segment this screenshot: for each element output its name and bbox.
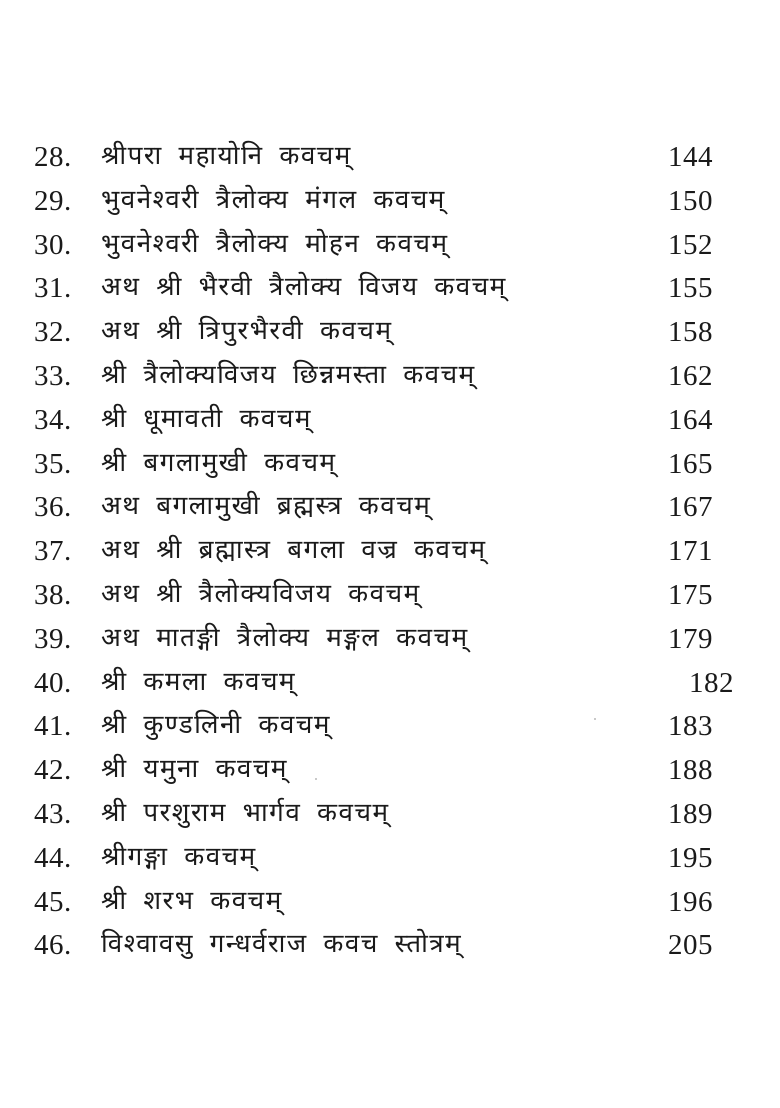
entry-page-number: 205	[668, 929, 713, 962]
entry-title: अथ बगलामुखी ब्रह्मस्त्र कवचम्	[101, 491, 432, 522]
entry-page-number: 152	[668, 228, 713, 261]
entry-number: 46.	[34, 929, 72, 962]
entry-number: 28.	[34, 141, 72, 173]
entry-title: श्रीगङ्गा कवचम्	[101, 841, 257, 872]
entry-title: श्री बगलामुखी कवचम्	[101, 447, 337, 478]
entry-number: 42.	[34, 754, 72, 787]
entry-title: श्रीपरा महायोनि कवचम्	[101, 141, 352, 171]
toc-entry-39	[0, 618, 780, 662]
entry-number: 33.	[34, 359, 72, 392]
toc-entry-35	[0, 443, 780, 487]
entry-title: भुवनेश्वरी त्रैलोक्य मंगल कवचम्	[101, 184, 446, 215]
entry-title: अथ मातङ्गी त्रैलोक्य मङ्गल कवचम्	[101, 622, 469, 653]
entry-number: 29.	[34, 184, 72, 217]
entry-number: 38.	[34, 578, 72, 611]
entry-number: 40.	[34, 666, 72, 699]
toc-entry-34	[0, 399, 780, 443]
entry-number: 31.	[34, 272, 72, 305]
entry-title: श्री त्रैलोक्यविजय छिन्नमस्ता कवचम्	[101, 359, 476, 390]
entry-page-number: 167	[668, 491, 713, 524]
entry-title: विश्वावसु गन्धर्वराज कवच स्तोत्रम्	[101, 929, 463, 960]
entry-page-number: 189	[668, 797, 713, 830]
toc-entry-40	[0, 662, 780, 706]
entry-page-number: 171	[668, 535, 713, 568]
entry-number: 39.	[34, 622, 72, 655]
toc-entry-41	[0, 705, 780, 749]
entry-page-number: 144	[668, 141, 713, 173]
entry-number: 37.	[34, 535, 72, 568]
toc-entry-38	[0, 574, 780, 618]
toc-entry-29	[0, 180, 780, 224]
entry-title: अथ श्री त्रिपुरभैरवी कवचम्	[101, 316, 393, 347]
entry-page-number: 183	[668, 710, 713, 743]
toc-entry-43	[0, 793, 780, 837]
entry-page-number: 182	[689, 666, 734, 699]
toc-entry-37	[0, 530, 780, 574]
entry-page-number: 188	[668, 754, 713, 787]
entry-page-number: 150	[668, 184, 713, 217]
entry-number: 35.	[34, 447, 72, 480]
toc-entry-28	[0, 136, 780, 180]
entry-page-number: 164	[668, 403, 713, 436]
table-of-contents	[0, 136, 780, 968]
toc-entry-32	[0, 311, 780, 355]
entry-title: अथ श्री त्रैलोक्यविजय कवचम्	[101, 578, 421, 609]
toc-entry-45	[0, 881, 780, 925]
entry-title: श्री कुण्डलिनी कवचम्	[101, 710, 331, 741]
entry-page-number: 196	[668, 885, 713, 918]
toc-entry-46	[0, 924, 780, 968]
entry-title: श्री धूमावती कवचम्	[101, 403, 312, 434]
entry-title: श्री यमुना कवचम्	[101, 754, 288, 785]
entry-number: 45.	[34, 885, 72, 918]
entry-page-number: 165	[668, 447, 713, 480]
scan-speck	[315, 778, 317, 780]
entry-page-number: 195	[668, 841, 713, 874]
entry-title: भुवनेश्वरी त्रैलोक्य मोहन कवचम्	[101, 228, 449, 259]
entry-title: श्री परशुराम भार्गव कवचम्	[101, 797, 390, 828]
entry-title: श्री शरभ कवचम्	[101, 885, 283, 916]
entry-title: श्री कमला कवचम्	[101, 666, 297, 697]
toc-entry-31	[0, 267, 780, 311]
entry-number: 41.	[34, 710, 72, 743]
entry-page-number: 175	[668, 578, 713, 611]
toc-entry-30	[0, 224, 780, 268]
entry-number: 44.	[34, 841, 72, 874]
toc-entry-36	[0, 486, 780, 530]
entry-number: 30.	[34, 228, 72, 261]
toc-entry-42	[0, 749, 780, 793]
toc-entry-33	[0, 355, 780, 399]
scan-speck	[594, 718, 596, 720]
entry-page-number: 155	[668, 272, 713, 305]
entry-number: 34.	[34, 403, 72, 436]
entry-page-number: 158	[668, 316, 713, 349]
entry-title: अथ श्री भैरवी त्रैलोक्य विजय कवचम्	[101, 272, 507, 303]
entry-title: अथ श्री ब्रह्मास्त्र बगला वज्र कवचम्	[101, 535, 487, 566]
entry-number: 32.	[34, 316, 72, 349]
entry-page-number: 162	[668, 359, 713, 392]
entry-number: 36.	[34, 491, 72, 524]
entry-number: 43.	[34, 797, 72, 830]
toc-entry-44	[0, 837, 780, 881]
entry-page-number: 179	[668, 622, 713, 655]
